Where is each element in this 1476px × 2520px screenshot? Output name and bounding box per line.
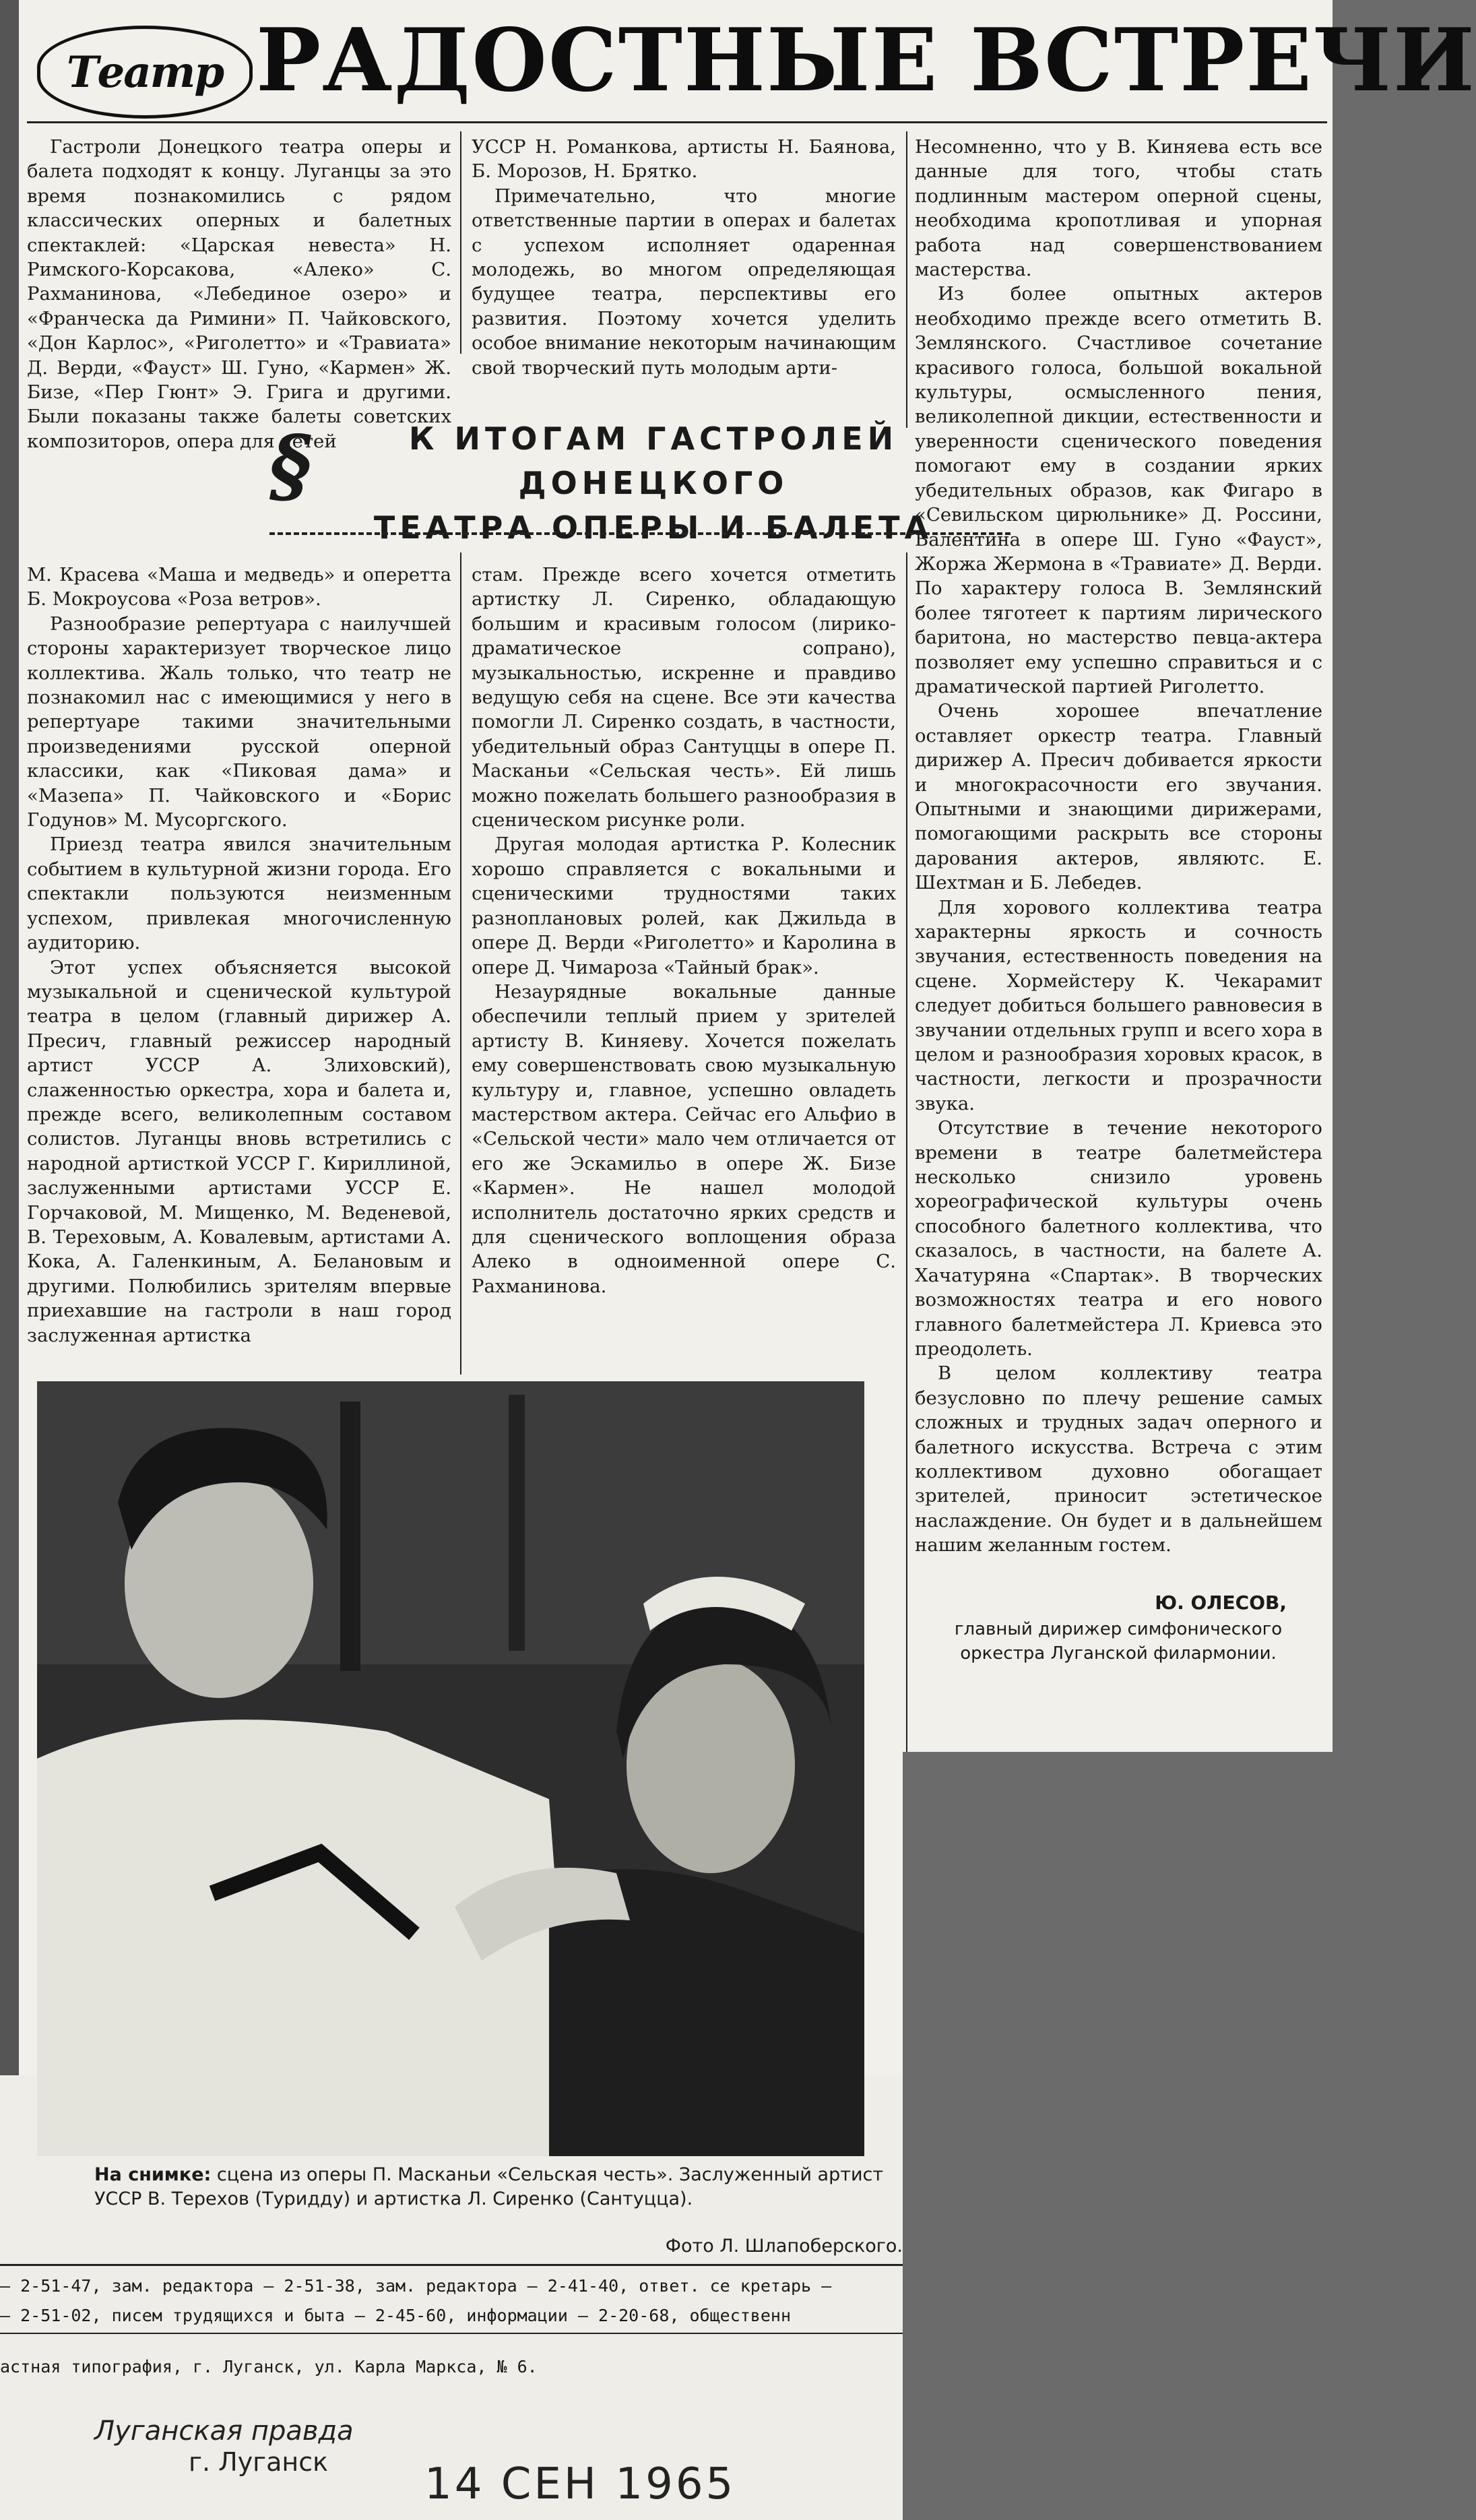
paragraph: УССР Н. Романкова, артисты Н. Баянова, Б. Морозов, Н. Брятко. [472, 136, 896, 183]
footer-rule [0, 2264, 903, 2266]
author-name: Ю. ОЛЕСОВ, [1155, 1592, 1287, 1614]
paragraph: Незаурядные вокальные данные обеспечили теплый прием у зрителей артисту В. Киняеву. Хочется пожелать ему совершенствовать свою музыкальную культуру и, главное, успешно овладеть мастерством актера. Сейчас его Альфио в «Сельской чести» мало чем отличается от его же Эскамильо в опере Ж. Бизе «Кармен». Не нашел молодой исполнитель достаточно ярких средств и для сценического воплощения образа Алеко в одноименной опере С. Рахманинова. [472, 980, 896, 1297]
article-column-2-top [472, 135, 896, 379]
header-rule [27, 121, 1327, 123]
paragraph: М. Красева «Маша и медведь» и оперетта Б. Мокроусова «Роза ветров». [27, 564, 451, 610]
subheadline-text [350, 416, 957, 550]
column-divider [906, 553, 907, 1752]
article-column-2-bottom [472, 563, 896, 1375]
caption-text: сцена из оперы П. Масканьи «Сельская честь». Заслуженный артист УССР В. Терехов (Туридду) и артистка Л. Сиренко (Сантуцца). [94, 2164, 884, 2209]
column-divider [906, 131, 907, 428]
paragraph: В целом коллективу театра безусловно по плечу решение самых сложных и трудных задач оперного и балетного искусства. Встреча с этим коллективом духовно обогащает зрителей, приносит эстетическое наслаждение. Он будет и в дальнейшем нашим желанным гостем. [915, 1362, 1322, 1556]
printer-line: астная типография, г. Луганск, ул. Карла Маркса, № 6. [0, 2357, 538, 2376]
paragraph: Гастроли Донецкого театра оперы и балета подходят к концу. Луганцы за это время познакомились с рядом классических оперных и балетных спектаклей: «Царская невеста» Н. Римского-Корсакова, «Алеко» С. Рахманинова, «Лебединое озеро» и «Франческа да Римини» П. Чайковского, «Дон Карлос», «Риголетто» и «Травиата» Д. Верди, «Фауст» Ш. Гуно, «Кармен» Ж. Бизе, «Пер Гюнт» Э. Грига и другими. Были показаны также балеты советских композиторов, опера для детей [27, 136, 451, 452]
paragraph: Для хорового коллектива театра характерны яркость и сочность звучания, естественность поведения на сцене. Хормейстеру К. Чекарамит следует добиться большего равновесия в звучании отдельных групп и всего хора в целом и разнообразия хоровых красок, в частности, легкости и прозрачности звука. [915, 896, 1322, 1114]
caption-label: На снимке: [94, 2164, 212, 2185]
headline: РАДОСТНЫЕ ВСТРЕЧИ [256, 10, 1476, 111]
section-mark-icon: § [269, 418, 312, 513]
subheadline [269, 398, 1010, 546]
article-column-1-bottom [27, 563, 451, 1378]
paragraph: Приезд театра явился значительным событием в культурной жизни города. Его спектакли пользуются неизменным успехом, привлекая многочисленную аудиторию. [27, 833, 451, 954]
opera-scene-photo [37, 1381, 864, 2156]
subheadline-rule [269, 532, 1010, 535]
column-divider [460, 131, 461, 354]
paragraph: стам. Прежде всего хочется отметить артистку Л. Сиренко, обладающую большим и красивым голосом (лирико-драматическое сопрано), музыкальностью, искренне и правдиво ведущую себя на сцене. Все эти качества помогли Л. Сиренко создать, в частности, убедительный образ Сантуццы в опере П. Масканьи «Сельская честь». Ей лишь можно пожелать большего разнообразия в сценическом рисунке роли. [472, 564, 896, 831]
footer-contacts-2: — 2-51-02, писем трудящихся и быта — 2-45-60, информации — 2-20-68, общественн [0, 2306, 791, 2325]
paragraph: Этот успех объясняется высокой музыкальной и сценической культурой театра в целом (главный дирижер А. Пресич, главный режиссер народный артист УССР А. Злиховский), слаженностью оркестра, хора и балета и, прежде всего, великолепным составом солистов. Луганцы вновь встретились с народной артисткой УССР Г. Кириллиной, заслуженными артистами УССР Е. Горчаковой, М. Мищенко, М. Веденевой, В. Тереховым, А. Ковалевым, артистами А. Кока, А. Галенкиным, А. Белановым и другими. Полюбились зрителям впервые приехавшие на гастроли в наш город заслуженная артистка [27, 956, 451, 1346]
paragraph: Отсутствие в течение некоторого времени в театре балетмейстера несколько снизило уровень хореографической культуры очень способного балетного коллектива, что сказалось, в частности, на балете А. Хачатуряна «Спартак». В творческих возможностях театра и его нового главного балетмейстера Л. Криевса это преодолеть. [915, 1117, 1322, 1360]
background-gap [903, 1752, 1334, 2520]
author-title: главный дирижер симфонического оркестра Луганской филармонии. [954, 1619, 1283, 1664]
date-stamp: 14 СЕН 1965 [424, 2459, 736, 2509]
column-divider [460, 553, 461, 1375]
newspaper-stamp-title: Луганская правда [94, 2416, 354, 2447]
paragraph: Другая молодая артистка Р. Колесник хорошо справляется с вокальными и сценическими трудностями таких разноплановых ролей, как Джильда в опере Д. Верди «Риголетто» и Каролина в опере Д. Чимароза «Тайный брак». [472, 833, 896, 978]
paragraph: Несомненно, что у В. Киняева есть все данные для того, чтобы стать подлинным мастером оперной сцены, необходима кропотливая и упорная работа над совершенствованием мастерства. [915, 136, 1322, 281]
photo-caption [94, 2163, 889, 2211]
footer-contacts-1: — 2-51-47, зам. редактора — 2-51-38, зам. редактора — 2-41-40, ответ. се кретарь — [0, 2276, 832, 2296]
section-logo: Театр [37, 26, 253, 119]
subheadline-line-2: ТЕАТРА ОПЕРЫ И БАЛЕТА [373, 509, 934, 546]
background-edge [0, 0, 19, 2075]
subheadline-line-1: К ИТОГАМ ГАСТРОЛЕЙ ДОНЕЦКОГО [408, 420, 899, 501]
paragraph: Очень хорошее впечатление оставляет оркестр театра. Главный дирижер А. Пресич добивается яркости и многокрасочности его звучания. Опытными и знающими дирижерами, помогающими раскрыть все стороны дарования актеров, являютс. Е. Шехтман и Б. Лебедев. [915, 700, 1322, 894]
photo-credit: Фото Л. Шлапоберского. [665, 2236, 903, 2257]
article-column-3 [915, 135, 1322, 1583]
footer-rule [0, 2333, 903, 2334]
newspaper-stamp-city: г. Луганск [189, 2447, 329, 2477]
paragraph: Разнообразие репертуара с наилучшей стороны характеризует творческое лицо коллектива. Жаль только, что театр не познакомил нас с имеющимися у него в репертуаре такими значительными произведениями русской оперной классики, как «Пиковая дама» и «Мазепа» П. Чайковского и «Борис Годунов» М. Мусоргского. [27, 612, 451, 831]
paragraph: Примечательно, что многие ответственные партии в операх и балетах с успехом исполняет одаренная молодежь, во многом определяющая будущее театра, перспективы его развития. Поэтому хочется уделить особое внимание некоторым начинающим свой творческий путь молодым арти- [472, 185, 896, 379]
photo-illustration [37, 1381, 864, 2156]
paragraph: Из более опытных актеров необходимо прежде всего отметить В. Землянского. Счастливое сочетание красивого голоса, большой вокальной культуры, осмысленного пения, великолепной дикции, естественности и уверенности сценического поведения помогают ему в создании ярких убедительных образов, как Фигаро в «Севильском цирюльнике» Д. Россини, Валентина в опере Ш. Гуно «Фауст», Жоржа Жермона в «Травиате» Д. Верди. По характеру голоса В. Землянский более тяготеет к партиям лирического баритона, но мастерство певца-актера позволяет ему успешно справиться и с драматической партией Риголетто. [915, 283, 1322, 697]
